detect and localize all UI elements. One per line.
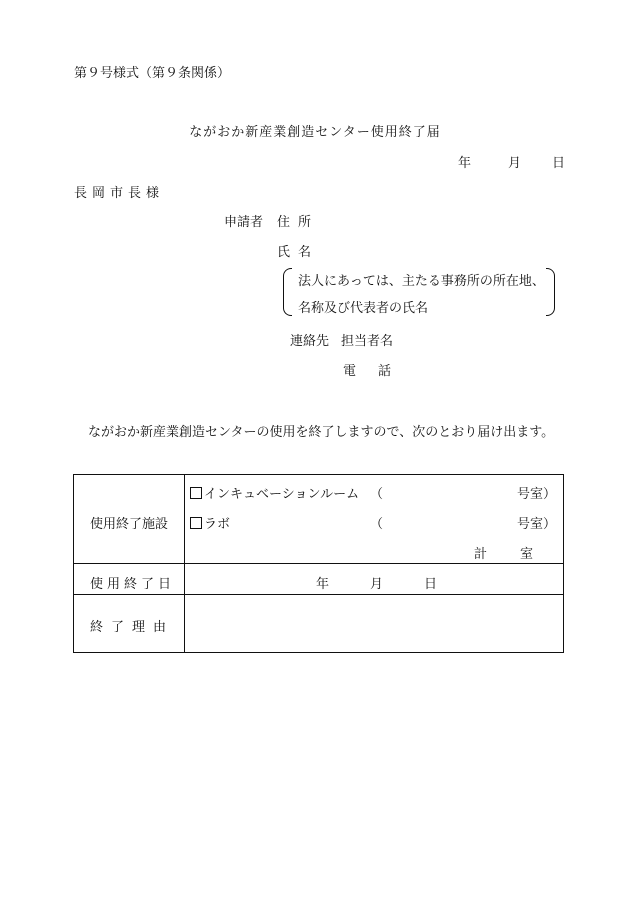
incubation-room-unit: 号室） [517, 487, 557, 502]
form-number: 第９号様式（第９条関係） [74, 66, 231, 81]
row-divider [74, 594, 563, 595]
option-incubation-room[interactable] [190, 483, 359, 502]
lab-label: ラボ [204, 517, 231, 532]
lab-paren: （ [370, 517, 384, 532]
applicant-label: 申請者 [224, 215, 264, 230]
date-day: 日 [552, 156, 566, 171]
reason-label: 終了理由 [90, 620, 175, 635]
date-year: 年 [458, 156, 472, 171]
name-label: 氏名 [277, 245, 320, 260]
total-label: 計 [474, 547, 488, 562]
end-date-label: 使用終了日 [90, 577, 176, 592]
person-in-charge-label: 担当者名 [341, 334, 394, 349]
row-divider [74, 563, 563, 564]
checkbox-incubation-room[interactable] [190, 487, 202, 499]
applicant-row [224, 211, 319, 230]
corporation-note-line1: 法人にあっては、主たる事務所の所在地、 [298, 274, 545, 289]
corporation-note-line2: 名称及び代表者の氏名 [298, 301, 429, 316]
incubation-room-paren: （ [370, 487, 384, 502]
telephone-label: 電話 [343, 364, 414, 379]
end-date-year: 年 [316, 577, 330, 592]
incubation-room-label: インキュベーションルーム [204, 487, 360, 502]
address-label: 住所 [277, 215, 320, 230]
form-table [73, 474, 564, 653]
option-lab[interactable] [190, 513, 230, 532]
contact-label: 連絡先 [290, 334, 330, 349]
right-bracket [546, 268, 555, 316]
end-date-day: 日 [424, 577, 438, 592]
checkbox-lab[interactable] [190, 517, 202, 529]
end-date-month: 月 [370, 577, 384, 592]
lab-unit: 号室） [517, 517, 557, 532]
total-unit: 室 [520, 547, 534, 562]
addressee: 長岡市長様 [74, 186, 165, 201]
facility-label: 使用終了施設 [90, 517, 169, 532]
statement-text: ながおか新産業創造センターの使用を終了しますので、次のとおり届け出ます。 [88, 425, 555, 440]
date-month: 月 [508, 156, 522, 171]
contact-row [290, 330, 393, 349]
left-bracket [283, 268, 292, 316]
document-title: ながおか新産業創造センター使用終了届 [189, 125, 441, 140]
